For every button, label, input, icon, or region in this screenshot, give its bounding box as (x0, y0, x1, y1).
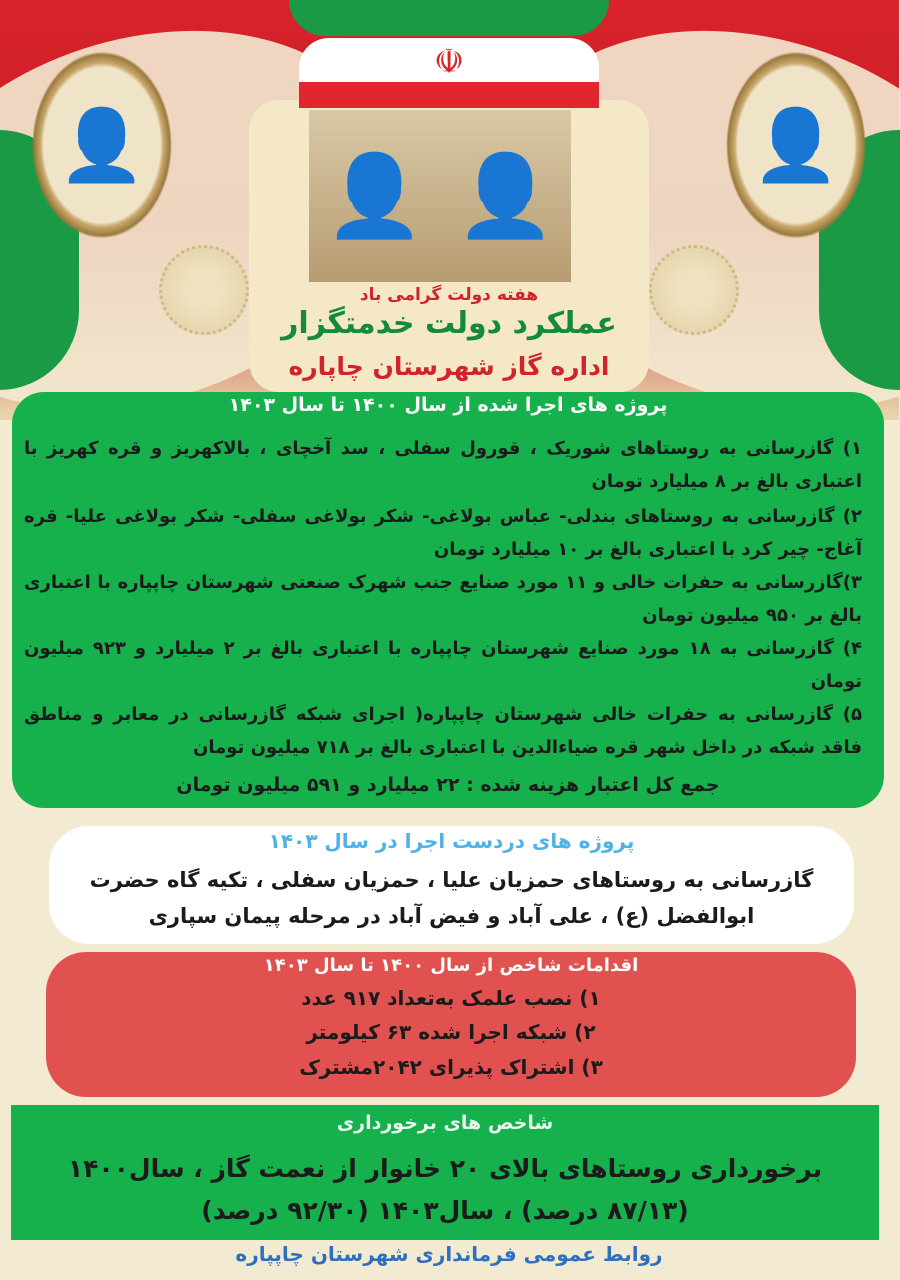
access-index-text: برخورداری روستاهای بالای ۲۰ خانوار از نعمت گاز ، سال۱۴۰۰ (۸۷/۱۳ درصد) ، سال۱۴۰۳ (۹۲/۳۰ درصد) (68, 1154, 824, 1225)
person-icon: 👤 (753, 103, 841, 186)
access-index-title: شاخص های برخورداری (337, 1112, 555, 1134)
slogan: هفته دولت گرامی باد (360, 285, 540, 305)
footer-credit: روابط عمومی فرمانداری شهرستان چاپپاره (236, 1242, 664, 1266)
ornament-left (160, 245, 250, 335)
page-title: عملکرد دولت خدمتگزار (282, 306, 618, 341)
person-icon: 👤 (456, 149, 557, 242)
person-icon: 👤 (325, 149, 426, 242)
person-icon: 👤 (59, 103, 147, 186)
list-item: ۳)گازرسانی به حفرات خالی و ۱۱ مورد صنایع جنب شهرک صنعتی شهرستان چاپپاره با اعتباری بالغ بر ۹۵۰ میلیون تومان (25, 572, 863, 626)
list-item: ۲) شبکه اجرا شده ۶۳ کیلومتر (307, 1020, 597, 1044)
flag-red-band (300, 82, 600, 108)
martyrs-photo (310, 110, 572, 282)
ornament-right (650, 245, 740, 335)
flag-banner (300, 38, 600, 86)
list-item: ۲) گازرسانی به روستاهای بندلی- عباس بولاغی- شکر بولاغی سفلی- شکر بولاغی علیا- قره آغاج- چیر کرد با اعتباری بالغ بر ۱۰ میلیارد تومان (25, 506, 863, 560)
iran-emblem-icon: ☫ (434, 42, 466, 82)
list-item: ۵) گازرسانی به حفرات خالی شهرستان چاپپاره( اجرای شبکه گازرسانی در معابر و مناطق فاقد شبکه در داخل شهر قره ضیاءالدین با اعتباری بالغ بر ۷۱۸ میلیون تومان (25, 704, 863, 758)
list-item: ۱) گازرسانی به روستاهای شوریک ، قورول سفلی ، سد آخچای ، بالاکهریز و قره کهریز با اعتباری بالغ بر ۸ میلیارد تومان (25, 438, 863, 492)
ongoing-projects-title: پروژه های دردست اجرا در سال ۱۴۰۳ (269, 829, 636, 853)
ongoing-projects-text: گازرسانی به روستاهای حمزیان علیا ، حمزیان سفلی ، تکیه گاه حضرت ابوالفضل (ع) ، علی آباد و فیض آباد در مرحله پیمان سپاری (90, 868, 815, 928)
page-subtitle: اداره گاز شهرستان چاپاره (289, 352, 611, 381)
background-green-top (290, 0, 610, 36)
key-actions-title: اقدامات شاخص از سال ۱۴۰۰ تا سال ۱۴۰۳ (264, 955, 640, 976)
portrait-left (28, 45, 178, 245)
list-item: ۴) گازرسانی به ۱۸ مورد صنایع شهرستان چاپپاره با اعتباری بالغ بر ۲ میلیارد و ۹۲۳ میلیون تومان (25, 638, 863, 692)
done-projects-total: جمع کل اعتبار هزینه شده : ۲۲ میلیارد و ۵۹۱ میلیون تومان (177, 774, 721, 796)
portrait-right (722, 45, 872, 245)
done-projects-title: پروژه های اجرا شده از سال ۱۴۰۰ تا سال ۱۴۰۳ (229, 394, 669, 416)
list-item: ۳) اشتراک پذیرای ۲۰۴۲مشترک (300, 1055, 604, 1079)
list-item: ۱) نصب علمک به‌تعداد ۹۱۷ عدد (302, 986, 602, 1010)
